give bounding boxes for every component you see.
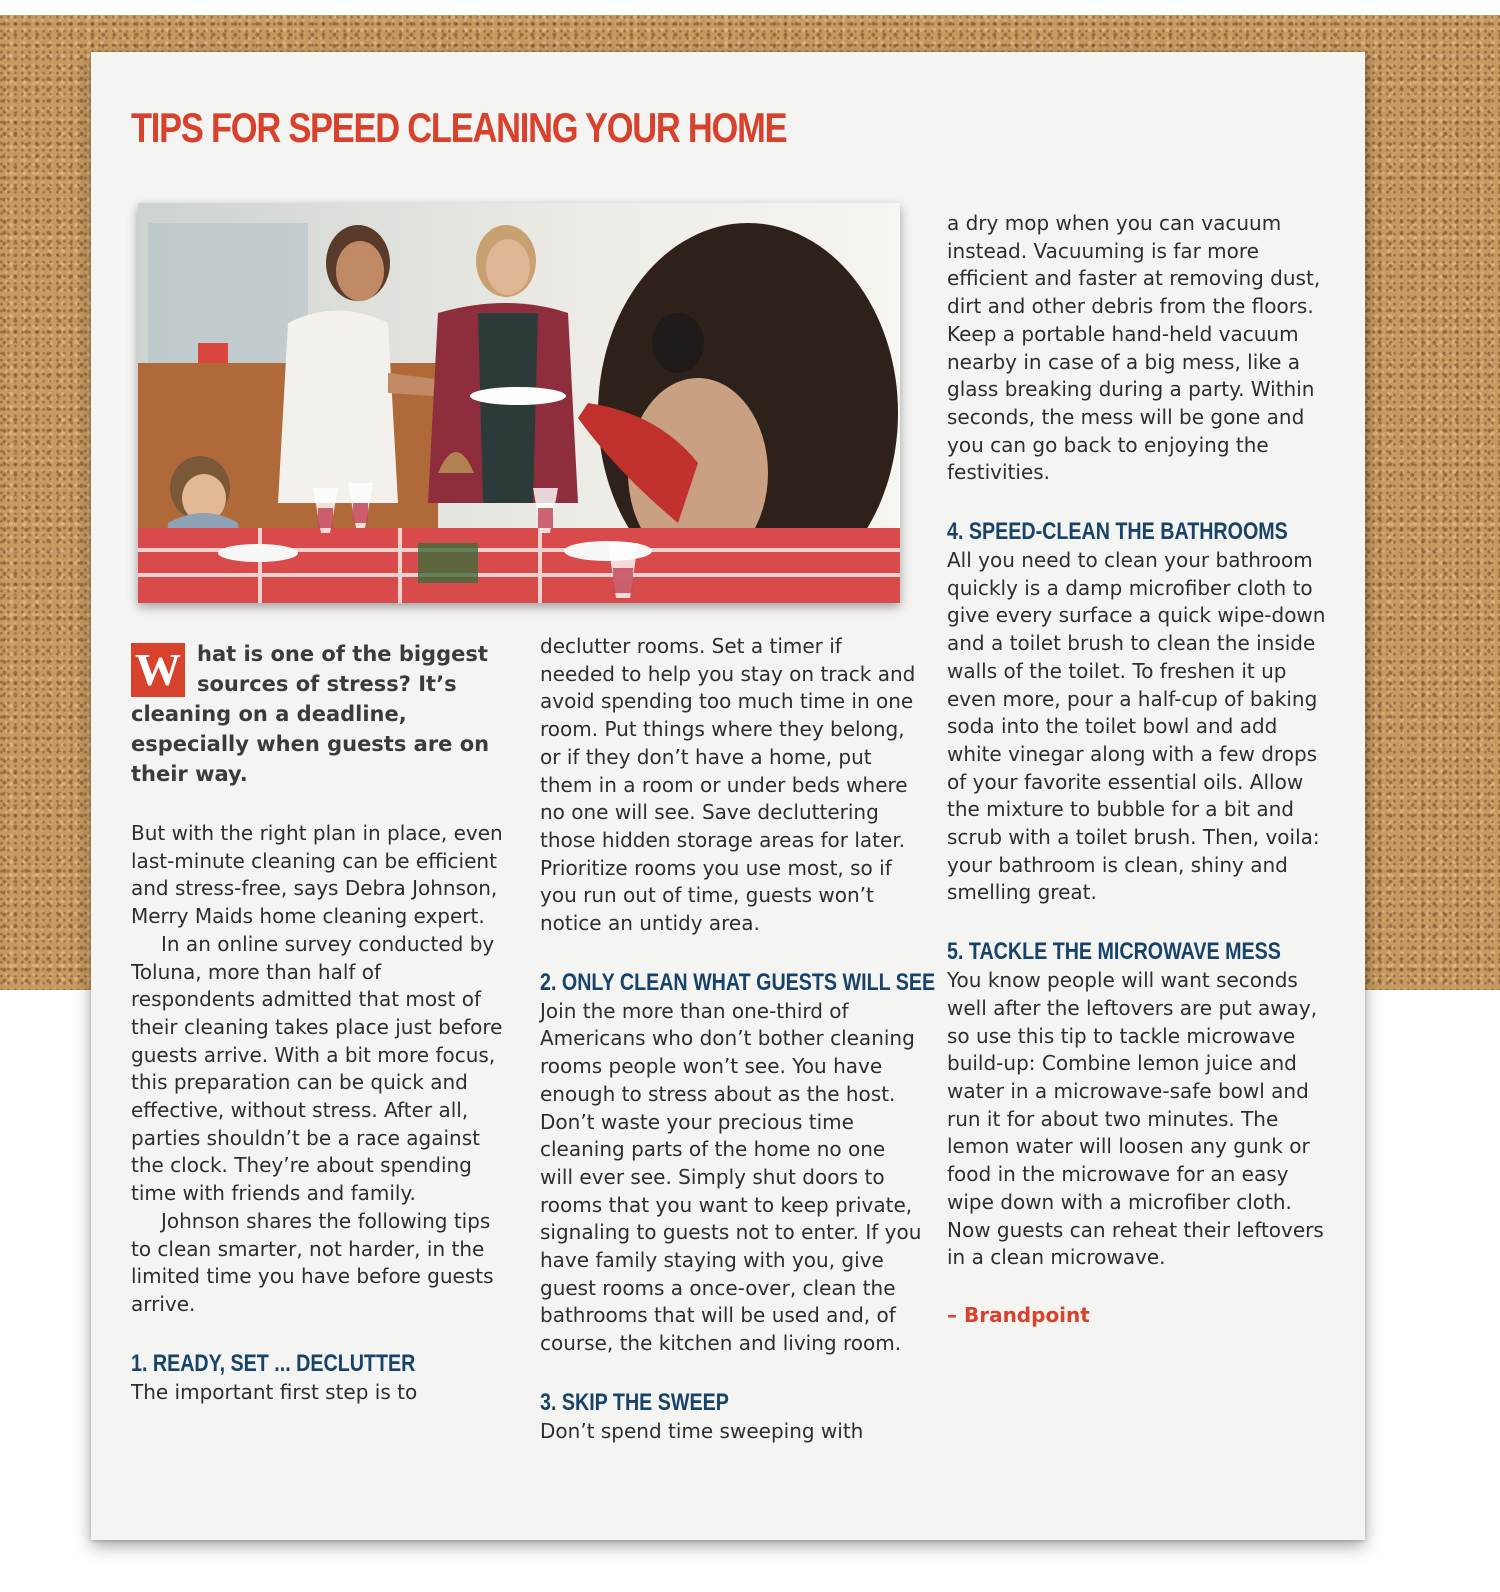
column-1 (131, 639, 511, 1406)
tip-4-heading: 4. SPEED-CLEAN THE BATHROOMS (947, 518, 1288, 546)
tip-1-body-continued: declutter rooms. Set a timer if needed to help you stay on track and avoid spending too much time in one room. Put things where they belong, or if they don’t have a home, put them in a room or under beds where no one will see. Save decluttering those hidden storage areas for later. Prioritize rooms you use most, so if you run out of time, guests won’t notice an untidy area. (540, 634, 916, 936)
drop-cap: W (131, 643, 185, 697)
tip-1-body-start: The important first step is to (131, 1379, 418, 1404)
dinner-party-illustration (138, 203, 900, 603)
article-photo (138, 203, 900, 603)
page-title: TIPS FOR SPEED CLEANING YOUR HOME (131, 104, 787, 151)
lead-text: hat is one of the biggest sources of stress? It’s cleaning on a deadline, especially when guests are on their way. (131, 642, 490, 786)
intro-paragraph-2: In an online survey conducted by Toluna, more than half of respondents admitted that most of their cleaning takes place just before guests arrive. With a bit more focus, this preparation can be quick and effective, without stress. After all, parties shouldn’t be a race against the clock. They’re about spending time with friends and family. (131, 931, 503, 1206)
tip-3-body-start: Don’t spend time sweeping with (540, 1418, 864, 1443)
tip-4-body: All you need to clean your bathroom quickly is a damp microfiber cloth to give every surface a quick wipe-down and a toilet brush to clean the inside walls of the toilet. To freshen it up even more, pour a half-cup of baking soda into the toilet bowl and add white vinegar along with a few drops of your favorite essential oils. Allow the mixture to bubble for a bit and scrub with a toilet brush. Then, voila: your bathroom is clean, shiny and smelling great. (947, 548, 1326, 905)
tip-3-heading: 3. SKIP THE SWEEP (540, 1388, 729, 1416)
tip-1-heading: 1. READY, SET ... DECLUTTER (131, 1349, 416, 1377)
intro-paragraph-1: But with the right plan in place, even last-minute cleaning can be efficient and stress-free, says Debra Johnson, Merry Maids home cleaning expert. (131, 821, 503, 929)
tip-3-body-continued: a dry mop when you can vacuum instead. Vacuuming is far more efficient and faster at removing dust, dirt and other debris from the floors. Keep a portable hand-held vacuum nearby in case of a big mess, like a glass breaking during a party. Within seconds, the mess will be gone and you can go back to enjoying the festivities. (947, 211, 1321, 485)
intro-paragraph-3: Johnson shares the following tips to clean smarter, not harder, in the limited time you have before guests arrive. (131, 1208, 494, 1316)
tip-5-heading: 5. TACKLE THE MICROWAVE MESS (947, 938, 1281, 966)
tip-2-body: Join the more than one-third of Americans who don’t bother cleaning rooms people won’t see. You have enough to stress about as the host. Don’t waste your precious time cleaning parts of the home no one will ever see. Simply shut doors to rooms that you want to keep private, signaling to guests not to enter. If you have family staying with you, give guest rooms a once-over, clean the bathrooms that will be used and, of course, the kitchen and living room. (540, 998, 922, 1356)
column-3 (947, 210, 1337, 1330)
lead-paragraph (131, 639, 511, 789)
column-2 (540, 633, 936, 1446)
article-page (91, 52, 1365, 1540)
article-credit: – Brandpoint (947, 1302, 1090, 1327)
tip-2-heading: 2. ONLY CLEAN WHAT GUESTS WILL SEE (540, 968, 936, 996)
tip-5-body: You know people will want seconds well after the leftovers are put away, so use this tip to tackle microwave build-up: Combine lemon juice and water in a microwave-safe bowl and run it for about two minutes. The lemon water will loosen any gunk or food in the microwave for an easy wipe down with a microfiber cloth. Now guests can reheat their leftovers in a clean microwave. (947, 968, 1324, 1270)
